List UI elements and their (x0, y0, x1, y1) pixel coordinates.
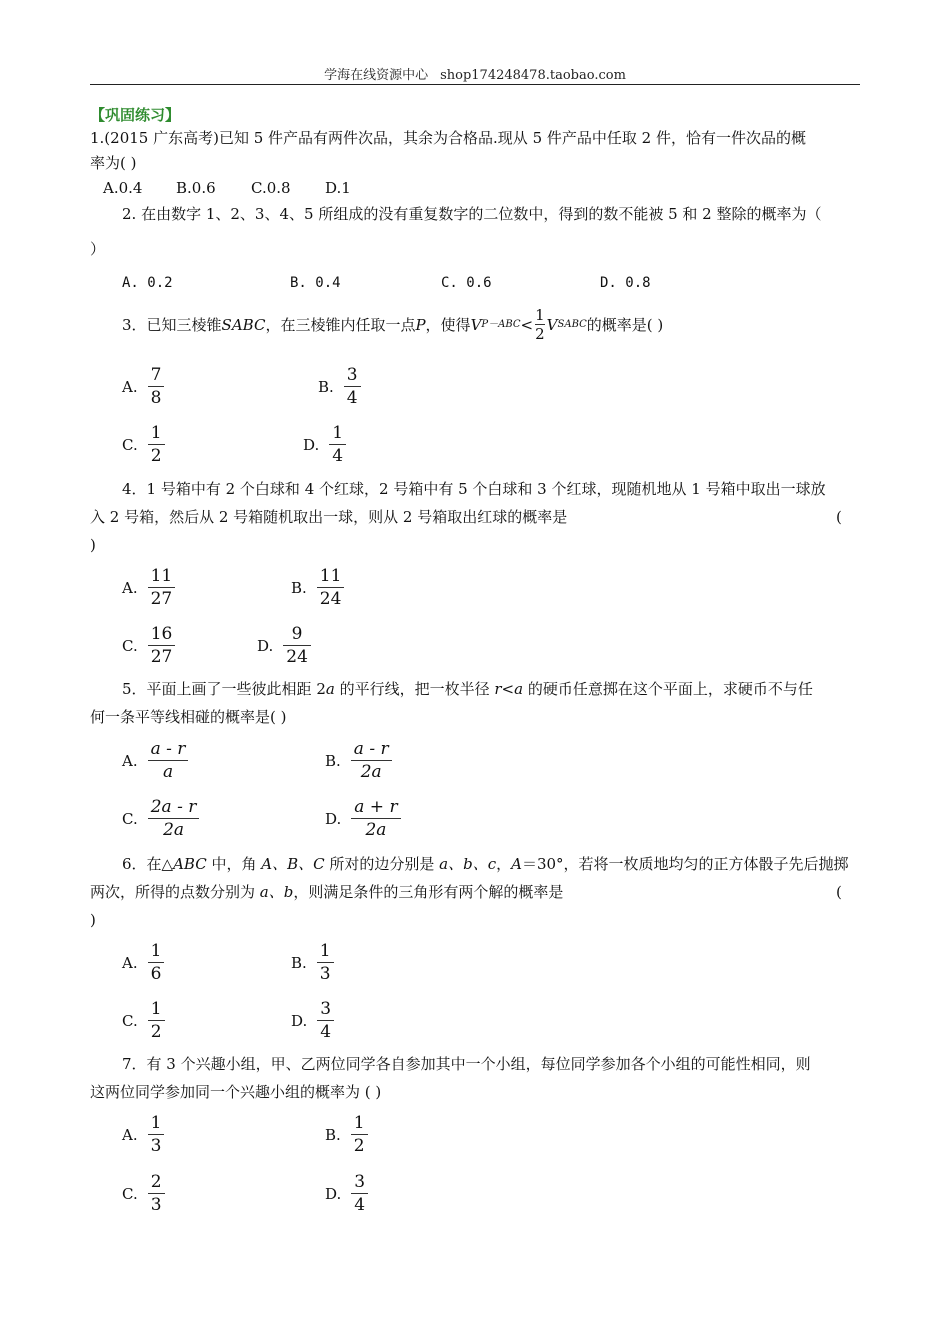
q7-b-den: 2 (353, 1136, 365, 1156)
q1-line1: 1.(2015 广东高考)已知 5 件产品有两件次品，其余为合格品.现从 5 件产品中任取 2 件，恰有一件次品的概 (90, 129, 806, 147)
q6-line1-e: 所对的边分别是 (324, 855, 440, 873)
q6-line1-b: ABC (173, 855, 207, 873)
q6-d-num: 3 (320, 999, 332, 1019)
q2-option-c: C. 0.6 (441, 275, 492, 291)
q5-option-c-label: C. (122, 809, 138, 828)
q6-option-d-label: D. (291, 1011, 308, 1030)
q4-a-num: 11 (150, 566, 173, 586)
q2-line1: 2. 在由数字 1、2、3、4、5 所组成的没有重复数字的二位数中，得到的数不能被 5 和 2 整除的概率为（ (122, 205, 822, 223)
q3-option-a-label: A. (122, 377, 138, 396)
q6-option-a-fraction (148, 940, 165, 985)
q3-c-den: 2 (150, 446, 162, 466)
q6-option-c-fraction (148, 998, 165, 1043)
q6-d-den: 4 (320, 1022, 332, 1042)
q3-half-fraction (535, 306, 545, 343)
q3-option-d-fraction (329, 422, 346, 467)
q6-a-den: 6 (150, 964, 162, 984)
q7-line1: 7．有 3 个兴趣小组，甲、乙两位同学各自参加其中一个小组，每位同学参加各个小组的可能性相同，则 (122, 1055, 811, 1073)
q3-a-num: 7 (150, 365, 162, 385)
q6-option-a-label: A. (122, 953, 138, 972)
q4-c-den: 27 (150, 647, 173, 667)
header-right: shop174248478.taobao.com (440, 68, 626, 83)
q7-a-den: 3 (150, 1136, 162, 1156)
q4-b-den: 24 (319, 589, 342, 609)
q3-half-num: 1 (535, 306, 545, 324)
q6-option-b-label: B. (291, 953, 307, 972)
q3-text-pre: 3．已知三棱锥 (122, 315, 222, 334)
q6-option-d-fraction (317, 998, 334, 1043)
q6-line2-b: a、b (259, 883, 294, 901)
q7-option-b-label: B. (325, 1125, 341, 1144)
q4-option-c-fraction (148, 623, 176, 668)
q7-b-num: 1 (353, 1113, 365, 1133)
q6-line2-c: ，则满足条件的三角形有两个解的概率是 (293, 883, 564, 901)
q7-option-c-fraction (148, 1171, 165, 1216)
q4-option-b-label: B. (291, 578, 307, 597)
q5-option-a-label: A. (122, 751, 138, 770)
q4-paren-open: ( (836, 508, 842, 526)
q5-option-b (325, 738, 392, 783)
q7-option-a-label: A. (122, 1125, 138, 1144)
q6-line2 (90, 883, 563, 901)
q7-option-a-fraction (148, 1112, 165, 1157)
q4-option-d (257, 623, 311, 668)
q7-option-d (325, 1171, 368, 1216)
header-rule (90, 84, 860, 85)
q3-text-post: 的概率是( ) (586, 315, 664, 334)
q3-sabc: SABC (221, 315, 266, 334)
q6-b-den: 3 (319, 964, 331, 984)
q4-line1: 4．1 号箱中有 2 个白球和 4 个红球，2 号箱中有 5 个白球和 3 个红球，现随机地从 1 号箱中取出一球放 (122, 480, 826, 498)
q5-line1-c: 的平行线，把一枚半径 (334, 680, 495, 698)
q4-option-c (122, 623, 175, 668)
q6-option-b (291, 940, 334, 985)
q6-option-b-fraction (317, 940, 334, 985)
q5-a-den: a (162, 762, 174, 782)
q2-option-b: B. 0.4 (290, 275, 341, 291)
q5-line1-d: r<a (494, 680, 524, 698)
q3-c-num: 1 (150, 423, 162, 443)
q5-c-den: 2a (163, 820, 185, 840)
q3-text-mid: ，在三棱锥内任取一点 (265, 315, 416, 334)
q5-option-d (325, 796, 401, 841)
q1-option-b: B.0.6 (176, 179, 216, 197)
q6-b-num: 1 (319, 941, 331, 961)
q3-option-a-fraction (148, 364, 165, 409)
q5-option-c-fraction (148, 796, 200, 841)
q3-option-b-label: B. (318, 377, 334, 396)
q3-v2-sub: SABC (557, 318, 587, 330)
q7-option-a (122, 1112, 164, 1157)
q5-option-b-fraction (351, 738, 392, 783)
section-title: 【巩固练习】 (90, 106, 181, 124)
q3-b-den: 4 (346, 388, 358, 408)
q3-a-den: 8 (150, 388, 162, 408)
q7-line2: 这两位同学参加同一个兴趣小组的概率为 ( ) (90, 1083, 382, 1101)
q6-c-den: 2 (150, 1022, 162, 1042)
q6-line1-a: 6．在△ (122, 855, 174, 873)
q5-option-d-fraction (351, 796, 400, 841)
q4-option-b (291, 565, 344, 610)
q5-option-d-label: D. (325, 809, 342, 828)
q1-option-d: D.1 (325, 179, 351, 197)
q5-option-a-fraction (148, 738, 189, 783)
q7-c-num: 2 (150, 1172, 162, 1192)
q6-line1-g: ， (496, 855, 512, 873)
q4-option-d-fraction (283, 623, 311, 668)
q7-option-d-label: D. (325, 1184, 342, 1203)
q3-option-c-fraction (148, 422, 165, 467)
q3-d-num: 1 (332, 423, 344, 443)
q5-option-b-label: B. (325, 751, 341, 770)
q4-d-den: 24 (286, 647, 308, 667)
q6-option-c-label: C. (122, 1011, 138, 1030)
q6-option-d (291, 998, 334, 1043)
q3-d-den: 4 (332, 446, 344, 466)
q3-option-d (303, 422, 346, 467)
q4-a-den: 27 (150, 589, 173, 609)
q6-line1-f: a、b、c (439, 855, 497, 873)
q3-point-p: P (415, 315, 426, 334)
q5-line1-e: 的硬币任意掷在这个平面上，求硬币不与任 (523, 680, 813, 698)
q7-option-c-label: C. (122, 1184, 138, 1203)
q1-line2: 率为( ) (90, 154, 137, 172)
q7-option-c (122, 1171, 165, 1216)
q6-option-a (122, 940, 164, 985)
q7-d-den: 4 (354, 1195, 366, 1215)
q1-option-c: C.0.8 (251, 179, 291, 197)
q4-option-a (122, 565, 175, 610)
q6-line2-a: 两次，所得的点数分别为 (90, 883, 260, 901)
q4-option-a-label: A. (122, 578, 138, 597)
q5-b-den: 2a (360, 762, 382, 782)
q4-option-d-label: D. (257, 636, 274, 655)
q5-line2: 何一条平等线相碰的概率是( ) (90, 708, 287, 726)
q5-option-c (122, 796, 199, 841)
q6-paren-open: ( (836, 883, 842, 901)
q6-a-num: 1 (150, 941, 162, 961)
q3-text-mid2: ，使得 (425, 315, 471, 334)
q7-option-b-fraction (351, 1112, 368, 1157)
page-header (90, 64, 860, 83)
header-left: 学海在线资源中心 (324, 68, 429, 83)
q4-option-a-fraction (148, 565, 176, 610)
q4-line3: ) (90, 536, 96, 554)
q2-option-a: A. 0.2 (122, 275, 173, 291)
q3-half-den: 2 (535, 325, 545, 343)
q6-line1-c: 中，角 (206, 855, 262, 873)
q6-line1-d: A、B、C (261, 855, 325, 873)
q7-option-b (325, 1112, 368, 1157)
q6-line3: ) (90, 911, 96, 929)
q6-line1-h: A (511, 855, 522, 873)
q4-c-num: 16 (150, 624, 173, 644)
q7-option-d-fraction (351, 1171, 368, 1216)
q4-option-c-label: C. (122, 636, 138, 655)
q7-c-den: 3 (150, 1195, 162, 1215)
q5-a-num: a - r (150, 739, 186, 759)
q7-a-num: 1 (150, 1113, 162, 1133)
q5-line1-a: 5．平面上画了一些彼此相距 2 (122, 680, 326, 698)
q6-line1 (122, 855, 849, 873)
q3-v1: V (470, 315, 482, 334)
q5-option-a (122, 738, 188, 783)
q6-line1-i: ＝30°，若将一枚质地均匀的正方体骰子先后抛掷 (521, 855, 849, 873)
q5-b-num: a - r (353, 739, 389, 759)
q3-less-than: < (520, 315, 534, 334)
q5-line1 (122, 680, 813, 698)
q5-c-num: 2a - r (150, 797, 197, 817)
q3-option-c (122, 422, 165, 467)
q3-v2: V (546, 315, 558, 334)
q3-v1-sub: P－ABC (481, 318, 521, 330)
q4-d-num: 9 (291, 624, 303, 644)
q7-d-num: 3 (354, 1172, 366, 1192)
q3-option-d-label: D. (303, 435, 320, 454)
q6-option-c (122, 998, 165, 1043)
q5-d-num: a + r (354, 797, 398, 817)
q4-option-b-fraction (317, 565, 345, 610)
q3-b-num: 3 (346, 365, 358, 385)
q5-line1-b: a (325, 680, 335, 698)
q2-option-d: D. 0.8 (600, 275, 651, 291)
q3-option-b (318, 364, 361, 409)
q3-stem (122, 306, 663, 343)
q6-c-num: 1 (150, 999, 162, 1019)
q4-b-num: 11 (319, 566, 342, 586)
q4-line2: 入 2 号箱，然后从 2 号箱随机取出一球，则从 2 号箱取出红球的概率是 (90, 508, 568, 526)
q3-option-a (122, 364, 164, 409)
q1-option-a: A.0.4 (103, 179, 143, 197)
q5-d-den: 2a (365, 820, 387, 840)
q2-line2: ） (90, 240, 106, 258)
q3-option-c-label: C. (122, 435, 138, 454)
q3-option-b-fraction (344, 364, 361, 409)
